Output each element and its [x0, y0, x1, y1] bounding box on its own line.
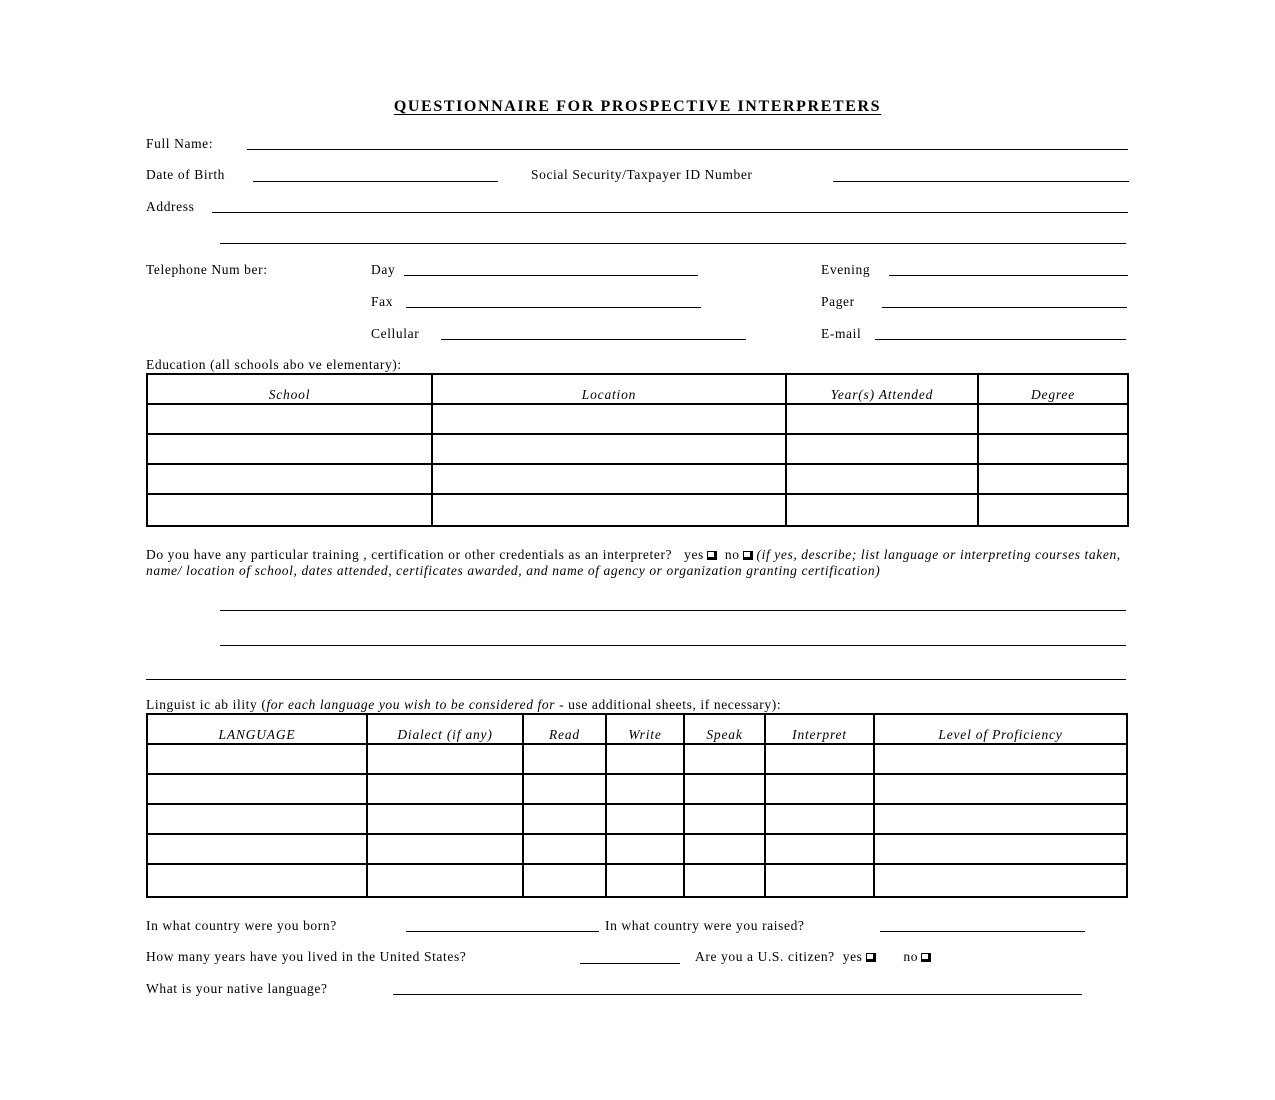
linguistic-label [146, 697, 781, 713]
citizen-no-label: no [903, 949, 919, 964]
table-cell[interactable] [684, 774, 765, 804]
table-row [147, 774, 1127, 804]
native-language-field[interactable] [393, 994, 1082, 995]
linguistic-header-row [147, 714, 1127, 744]
education-header-row [147, 374, 1128, 404]
table-row [147, 464, 1128, 494]
ssn-label: Social Security/Taxpayer ID Number [531, 167, 753, 182]
dob-label: Date of Birth [146, 167, 226, 182]
evening-label: Evening [821, 262, 871, 277]
table-cell[interactable] [367, 834, 523, 864]
table-cell[interactable] [147, 834, 367, 864]
education-header-school: School [147, 374, 432, 404]
citizen-label: Are you a U.S. citizen? [695, 949, 835, 964]
education-header-location: Location [432, 374, 786, 404]
linguistic-header-speak: Speak [684, 714, 765, 744]
citizen-question [695, 949, 931, 965]
pager-label: Pager [821, 294, 855, 309]
table-row [147, 404, 1128, 434]
training-note: (if yes, describe; list language or interpreting courses taken, name/ location of school, dates attended, certificates awarded, and name of agency or organization granting certification) [146, 547, 1121, 578]
table-cell[interactable] [367, 774, 523, 804]
table-cell[interactable] [978, 464, 1128, 494]
table-cell[interactable] [367, 744, 523, 774]
table-cell[interactable] [367, 864, 523, 897]
table-cell[interactable] [765, 804, 874, 834]
training-yes-label: yes [684, 547, 704, 562]
table-cell[interactable] [147, 404, 432, 434]
born-field[interactable] [406, 931, 599, 932]
training-no-label: no [724, 547, 740, 562]
table-cell[interactable] [606, 774, 684, 804]
telephone-label: Telephone Num ber: [146, 262, 268, 277]
ssn-field[interactable] [833, 181, 1129, 182]
table-cell[interactable] [523, 864, 606, 897]
table-cell[interactable] [606, 744, 684, 774]
table-cell[interactable] [606, 864, 684, 897]
table-cell[interactable] [786, 404, 978, 434]
dob-field[interactable] [253, 181, 498, 182]
table-cell[interactable] [874, 834, 1127, 864]
linguistic-table [146, 713, 1128, 898]
citizen-yes-label: yes [842, 949, 863, 964]
training-question-text: Do you have any particular training , certification or other credentials as an interpreter? [146, 547, 673, 562]
table-cell[interactable] [684, 864, 765, 897]
education-header-years: Year(s) Attended [786, 374, 978, 404]
table-row [147, 834, 1127, 864]
table-cell[interactable] [786, 434, 978, 464]
email-field[interactable] [875, 339, 1126, 340]
table-cell[interactable] [978, 434, 1128, 464]
training-yes-checkbox[interactable] [707, 551, 717, 560]
linguistic-header-write: Write [606, 714, 684, 744]
linguistic-header-proficiency: Level of Proficiency [874, 714, 1127, 744]
table-cell[interactable] [765, 864, 874, 897]
table-row [147, 494, 1128, 526]
linguistic-header-language: LANGUAGE [147, 714, 367, 744]
raised-field[interactable] [880, 931, 1085, 932]
education-header-degree: Degree [978, 374, 1128, 404]
table-cell[interactable] [147, 774, 367, 804]
address-label: Address [146, 199, 195, 214]
linguistic-label-end: - use additional sheets, if necessary): [555, 697, 782, 712]
day-label: Day [371, 262, 396, 277]
table-cell[interactable] [765, 774, 874, 804]
table-cell[interactable] [684, 804, 765, 834]
education-label: Education (all schools abo ve elementary): [146, 357, 402, 372]
full-name-label: Full Name: [146, 136, 214, 151]
table-cell[interactable] [147, 864, 367, 897]
linguistic-header-dialect: Dialect (if any) [367, 714, 523, 744]
address-field-line-1[interactable] [212, 212, 1128, 213]
linguistic-header-read: Read [523, 714, 606, 744]
table-cell[interactable] [606, 804, 684, 834]
table-cell[interactable] [147, 434, 432, 464]
education-table [146, 373, 1129, 527]
table-row [147, 804, 1127, 834]
table-cell[interactable] [684, 744, 765, 774]
native-language-label: What is your native language? [146, 981, 328, 996]
table-row [147, 864, 1127, 897]
training-no-checkbox[interactable] [743, 551, 753, 560]
table-cell[interactable] [432, 434, 786, 464]
evening-phone-field[interactable] [889, 275, 1128, 276]
linguistic-header-interpret: Interpret [765, 714, 874, 744]
table-cell[interactable] [606, 834, 684, 864]
table-row [147, 434, 1128, 464]
table-cell[interactable] [367, 804, 523, 834]
fax-field[interactable] [406, 307, 701, 308]
table-cell[interactable] [432, 464, 786, 494]
table-cell[interactable] [786, 494, 978, 526]
form-title: QUESTIONNAIRE FOR PROSPECTIVE INTERPRETERS [393, 98, 882, 115]
table-cell[interactable] [978, 404, 1128, 434]
citizen-yes-checkbox[interactable] [866, 953, 876, 962]
cellular-field[interactable] [441, 339, 746, 340]
years-us-field[interactable] [580, 963, 680, 964]
table-cell[interactable] [523, 804, 606, 834]
table-cell[interactable] [147, 464, 432, 494]
email-label: E-mail [821, 326, 862, 341]
table-cell[interactable] [786, 464, 978, 494]
training-field-line-3[interactable] [146, 679, 1126, 680]
table-cell[interactable] [765, 744, 874, 774]
table-cell[interactable] [147, 804, 367, 834]
training-question [146, 547, 1136, 579]
years-us-label: How many years have you lived in the United States? [146, 949, 467, 964]
citizen-no-checkbox[interactable] [921, 953, 931, 962]
table-cell[interactable] [432, 404, 786, 434]
table-cell[interactable] [874, 774, 1127, 804]
address-field-line-2[interactable] [220, 243, 1126, 244]
table-cell[interactable] [147, 494, 432, 526]
table-cell[interactable] [523, 834, 606, 864]
pager-field[interactable] [882, 307, 1127, 308]
table-cell[interactable] [874, 864, 1127, 897]
fax-label: Fax [371, 294, 394, 309]
born-label: In what country were you born? [146, 918, 337, 933]
table-cell[interactable] [147, 744, 367, 774]
table-cell[interactable] [684, 834, 765, 864]
table-cell[interactable] [874, 744, 1127, 774]
table-cell[interactable] [765, 834, 874, 864]
linguistic-label-italic: for each language you wish to be considered for [266, 697, 556, 712]
cellular-label: Cellular [371, 326, 420, 341]
table-cell[interactable] [523, 744, 606, 774]
table-row [147, 744, 1127, 774]
full-name-field[interactable] [247, 149, 1128, 150]
table-cell[interactable] [978, 494, 1128, 526]
table-cell[interactable] [874, 804, 1127, 834]
training-field-line-2[interactable] [220, 645, 1126, 646]
training-field-line-1[interactable] [220, 610, 1126, 611]
day-phone-field[interactable] [404, 275, 698, 276]
table-cell[interactable] [432, 494, 786, 526]
raised-label: In what country were you raised? [605, 918, 805, 933]
linguistic-label-start: Linguist ic ab ility ( [146, 697, 267, 712]
table-cell[interactable] [523, 774, 606, 804]
